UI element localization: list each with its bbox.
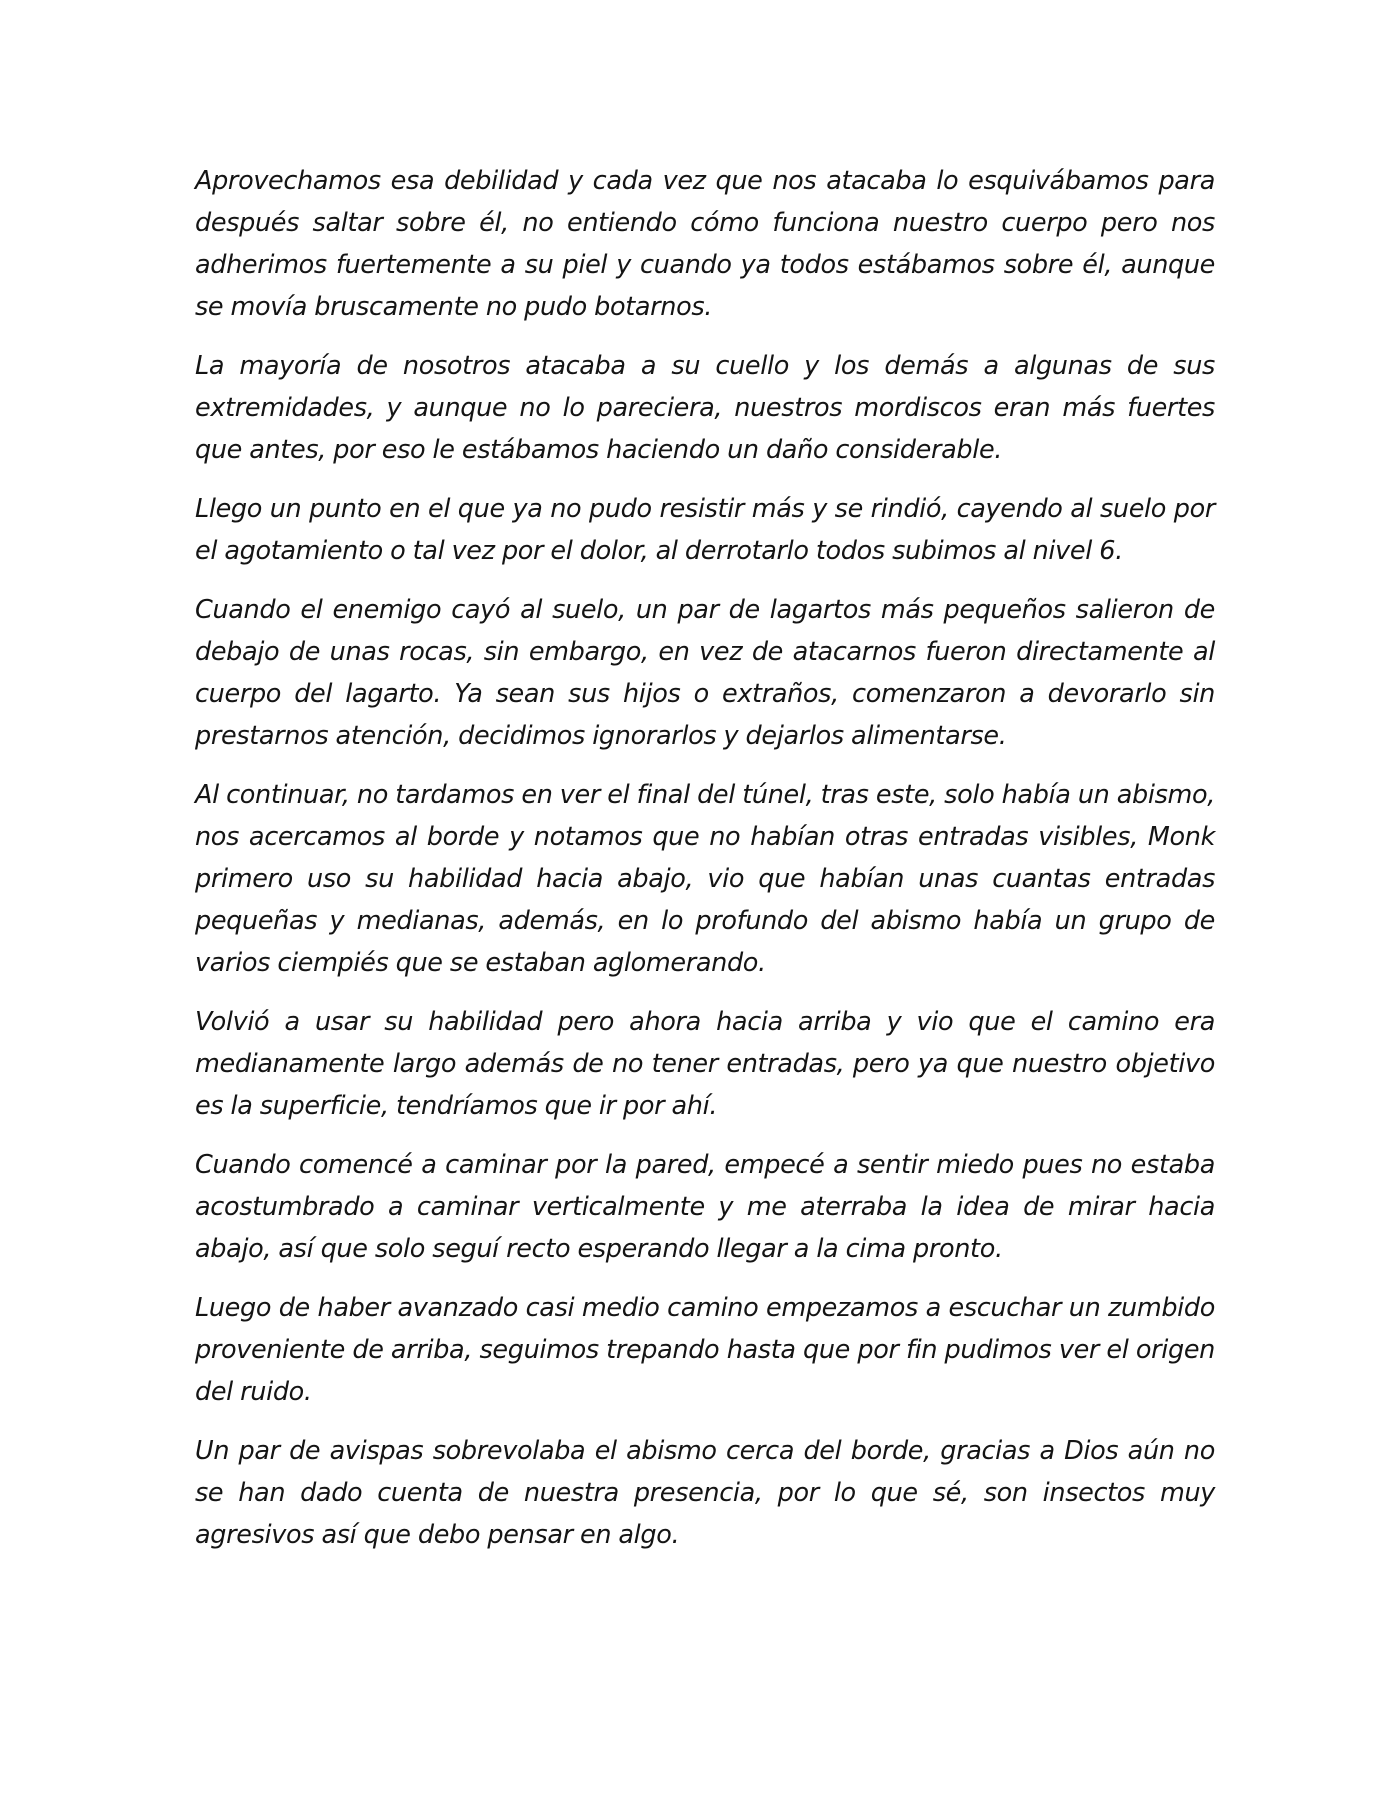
- paragraph-9: Un par de avispas sobrevolaba el abismo cerca del borde, gracias a Dios aún no se han dado cuenta de nuestra presencia, por lo que sé, son insectos muy agresivos así que debo pensar en algo.: [195, 1436, 1215, 1550]
- paragraph-2: La mayoría de nosotros atacaba a su cuello y los demás a algunas de sus extremidades, y aunque no lo pareciera, nuestros mordiscos eran más fuertes que antes, por eso le estábamos haciendo un daño considerable.: [195, 351, 1215, 465]
- paragraph-7: Cuando comencé a caminar por la pared, empecé a sentir miedo pues no estaba acostumbrado a caminar verticalmente y me aterraba la idea de mirar hacia abajo, así que solo seguí recto esperando llegar a la cima pronto.: [195, 1150, 1215, 1264]
- paragraph-1: Aprovechamos esa debilidad y cada vez que nos atacaba lo esquivábamos para después saltar sobre él, no entiendo cómo funciona nuestro cuerpo pero nos adherimos fuertemente a su piel y cuando ya todos estábamos sobre él, aunque se movía bruscamente no pudo botarnos.: [195, 166, 1215, 322]
- paragraph-6: Volvió a usar su habilidad pero ahora hacia arriba y vio que el camino era medianamente largo además de no tener entradas, pero ya que nuestro objetivo es la superficie, tendríamos que ir por ahí.: [195, 1007, 1215, 1121]
- paragraph-3: Llego un punto en el que ya no pudo resistir más y se rindió, cayendo al suelo por el agotamiento o tal vez por el dolor, al derrotarlo todos subimos al nivel 6.: [195, 494, 1215, 566]
- paragraph-5: Al continuar, no tardamos en ver el final del túnel, tras este, solo había un abismo, nos acercamos al borde y notamos que no habían otras entradas visibles, Monk primero uso su habilidad hacia abajo, vio que habían unas cuantas entradas pequeñas y medianas, además, en lo profundo del abismo había un grupo de varios ciempiés que se estaban aglomerando.: [195, 780, 1215, 978]
- paragraph-4: Cuando el enemigo cayó al suelo, un par de lagartos más pequeños salieron de debajo de unas rocas, sin embargo, en vez de atacarnos fueron directamente al cuerpo del lagarto. Ya sean sus hijos o extraños, comenzaron a devorarlo sin prestarnos atención, decidimos ignorarlos y dejarlos alimentarse.: [195, 595, 1215, 751]
- paragraph-8: Luego de haber avanzado casi medio camino empezamos a escuchar un zumbido proveniente de arriba, seguimos trepando hasta que por fin pudimos ver el origen del ruido.: [195, 1293, 1215, 1407]
- document-body: [195, 160, 1215, 1573]
